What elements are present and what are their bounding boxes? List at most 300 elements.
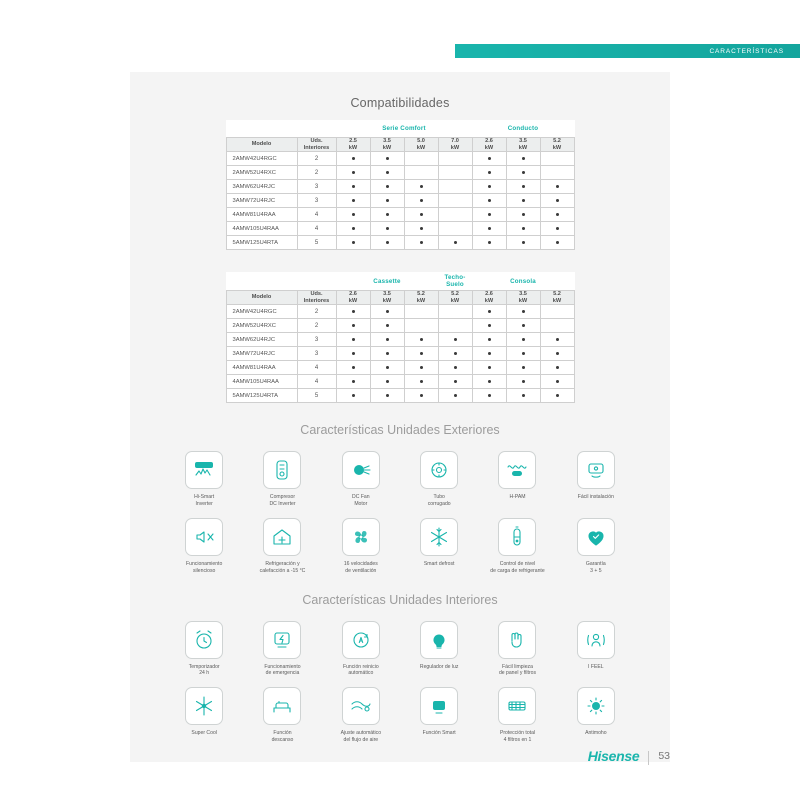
feature-label: Refrigeración y calefacción a -15 °C [259,560,306,574]
feature-item [400,681,478,748]
table-column-header: 3.5 kW [370,291,404,305]
dot-icon [522,157,525,160]
dot-icon [352,157,355,160]
table-row [226,389,574,403]
table-cell-units: 4 [297,375,336,389]
table-cell-mark [438,208,472,222]
table-cell-mark [540,389,574,403]
feature-label: DC Fan Motor [352,494,370,507]
table-cell-mark [438,236,472,250]
smart-defrost-icon [420,518,458,556]
table-cell-units: 3 [297,347,336,361]
feature-label: Regulador de luz [419,663,459,670]
table-row [226,347,574,361]
table-cell-mark [438,333,472,347]
feature-label: Funcionamiento de emergencia [264,663,301,677]
dot-icon [420,366,423,369]
table-cell-mark [472,305,506,319]
dot-icon [556,394,559,397]
table-column-header: 3.5 kW [506,138,540,152]
dot-icon [386,310,389,313]
dot-icon [522,185,525,188]
easy-installation-icon [577,451,615,489]
table-column-header: 2.6 kW [472,291,506,305]
feature-label: Hi-Smart Inverter [194,494,215,507]
dot-icon [488,157,491,160]
table-column-header: 2.5 kW [336,138,370,152]
dot-icon [420,394,423,397]
feature-label: Super Cool [191,730,217,737]
feature-item [557,445,635,512]
table-cell-mark [472,152,506,166]
dot-icon [556,199,559,202]
table-cell-mark [438,347,472,361]
feature-label: I FEEL [588,663,604,670]
dot-icon [522,324,525,327]
table-cell-mark [404,152,438,166]
table-cell-mark [506,208,540,222]
table-cell-mark [506,389,540,403]
dot-icon [352,366,355,369]
table-cell-units: 2 [297,305,336,319]
dot-icon [488,185,491,188]
table-column-header: 5.2 kW [540,138,574,152]
table-cell-mark [404,319,438,333]
dot-icon [420,227,423,230]
table-column-header: 5.2 kW [540,291,574,305]
refrigerant-charge-control-icon [498,518,536,556]
table-cell-mark [370,152,404,166]
compatibility-table-2 [226,272,575,403]
dot-icon [386,380,389,383]
feature-label: Ajuste automático del flujo de aire [340,730,382,744]
table-cell-mark [404,194,438,208]
dot-icon [522,171,525,174]
table-cell-mark [370,389,404,403]
dot-icon [352,213,355,216]
footer-divider [648,751,649,765]
dot-icon [386,185,389,188]
table-cell-mark [438,305,472,319]
dot-icon [386,213,389,216]
dot-icon [522,366,525,369]
dot-icon [386,157,389,160]
table-cell-mark [472,375,506,389]
table-group-label: Serie Comfort [382,125,426,132]
table-cell-units: 4 [297,222,336,236]
dot-icon [522,338,525,341]
emergency-operation-icon [263,621,301,659]
dot-icon [522,352,525,355]
table-column-header: 5.2 kW [404,291,438,305]
table-group-header-row [226,120,574,138]
feature-item [322,615,400,682]
dot-icon [352,199,355,202]
total-protection-filters-icon [498,687,536,725]
table-cell-model: 3AMW72U4RJC [226,347,297,361]
table-cell-model: 3AMW62U4RJC [226,333,297,347]
table-column-header: 3.5 kW [370,138,404,152]
feature-label: H-PAM [509,494,526,500]
table-cell-mark [506,333,540,347]
corrugated-tube-icon [420,451,458,489]
table-cell-mark [540,152,574,166]
heating-minus-15-icon [263,518,301,556]
table-cell-mark [506,375,540,389]
table-row [226,305,574,319]
table-column-header: 7.0 kW [438,138,472,152]
feature-item [557,615,635,682]
table-group-header-row [226,272,574,291]
header-tab-label: CARACTERÍSTICAS [709,47,784,55]
table-cell-mark [336,389,370,403]
table-row [226,180,574,194]
table-column-header: Uds. Interiores [297,291,336,305]
hi-smart-inverter-icon [185,451,223,489]
dot-icon [454,394,457,397]
feature-item [478,681,556,748]
dot-icon [454,338,457,341]
dot-icon [556,338,559,341]
table-cell-mark [404,208,438,222]
table-group-label [226,272,336,291]
feature-item [243,445,321,512]
feature-label: 16 velocidades de ventilación [343,560,378,574]
dot-icon [556,366,559,369]
dot-icon [420,185,423,188]
table-cell-mark [438,375,472,389]
table-cell-mark [404,236,438,250]
dot-icon [386,227,389,230]
dot-icon [352,324,355,327]
dot-icon [522,213,525,216]
table-header-row [226,138,574,152]
table-row [226,152,574,166]
table-column-header: 5.2 kW [438,291,472,305]
dot-icon [522,241,525,244]
dot-icon [352,171,355,174]
table-cell-mark [540,347,574,361]
table-cell-mark [540,166,574,180]
dot-icon [522,310,525,313]
table-cell-mark [472,236,506,250]
table-cell-units: 3 [297,333,336,347]
table-cell-mark [438,361,472,375]
table-cell-model: 2AMW52U4RXC [226,319,297,333]
table-cell-mark [472,180,506,194]
dot-icon [420,352,423,355]
table-cell-mark [438,194,472,208]
table-column-header: 2.6 kW [336,291,370,305]
table-column-header: Modelo [226,291,297,305]
table-cell-mark [506,166,540,180]
sleep-function-icon [263,687,301,725]
table-cell-mark [336,347,370,361]
table-cell-mark [506,152,540,166]
table-group-label: Conducto [507,125,539,132]
table-cell-mark [370,333,404,347]
dot-icon [386,366,389,369]
table-cell-model: 4AMW81U4RAA [226,208,297,222]
table-row [226,333,574,347]
dot-icon [488,394,491,397]
table-cell-mark [370,375,404,389]
dot-icon [352,380,355,383]
table-cell-mark [438,319,472,333]
dot-icon [352,185,355,188]
table-cell-units: 3 [297,180,336,194]
table-cell-model: 5AMW125U4RTA [226,236,297,250]
table-cell-model: 2AMW42U4RGC [226,152,297,166]
table-cell-mark [438,152,472,166]
easy-clean-icon [498,621,536,659]
feature-item [557,681,635,748]
dot-icon [454,241,457,244]
table-cell-mark [370,208,404,222]
dot-icon [352,352,355,355]
feature-label: Compresor DC Inverter [269,494,296,507]
table-cell-mark [336,319,370,333]
table-cell-mark [404,166,438,180]
dot-icon [522,227,525,230]
dot-icon [522,394,525,397]
h-pam-icon [498,451,536,489]
feature-label: Función descanso [271,730,294,744]
dot-icon [488,338,491,341]
table-group-label: Cassette [373,277,401,285]
feature-label: Función reinicio automático [342,663,379,677]
table-cell-units: 2 [297,319,336,333]
dot-icon [386,324,389,327]
table-cell-mark [506,347,540,361]
table-cell-mark [404,361,438,375]
silent-operation-icon [185,518,223,556]
table-cell-mark [404,375,438,389]
table-cell-mark [472,319,506,333]
dot-icon [488,352,491,355]
dot-icon [454,366,457,369]
table-cell-mark [336,194,370,208]
table-cell-mark [336,152,370,166]
feature-label: Fácil instalación [577,494,614,500]
table-cell-mark [438,180,472,194]
airflow-auto-adjust-icon [342,687,380,725]
warranty-icon [577,518,615,556]
feature-item [243,615,321,682]
indoor-section-title: Características Unidades Interiores [302,592,498,607]
table-cell-mark [438,222,472,236]
table-column-header: 3.5 kW [506,291,540,305]
content-panel [130,72,670,762]
fan-speeds-icon [342,518,380,556]
dot-icon [488,227,491,230]
footer [0,748,800,764]
table-cell-mark [506,361,540,375]
table-row [226,222,574,236]
table-cell-mark [540,361,574,375]
dot-icon [488,310,491,313]
table-cell-units: 3 [297,194,336,208]
outdoor-feature-grid [165,445,635,579]
dc-fan-motor-icon [342,451,380,489]
table-cell-mark [370,180,404,194]
table-cell-units: 5 [297,236,336,250]
dot-icon [386,352,389,355]
table-cell-mark [336,333,370,347]
table-cell-mark [438,166,472,180]
table-cell-mark [472,166,506,180]
dot-icon [556,380,559,383]
dot-icon [420,241,423,244]
table-row [226,166,574,180]
feature-label: Tubo corrugado [427,494,451,507]
dot-icon [352,227,355,230]
page-number: 53 [658,750,670,762]
outdoor-section-title: Características Unidades Exteriores [300,423,500,437]
feature-label: Protección total 4 filtros en 1 [499,730,536,744]
table-cell-units: 2 [297,166,336,180]
feature-label: Garantía 3 + 5 [585,560,606,574]
table-cell-mark [472,208,506,222]
table-cell-mark [438,389,472,403]
table-cell-mark [472,194,506,208]
table-cell-mark [472,389,506,403]
feature-item [165,445,243,512]
feature-item [400,615,478,682]
indoor-feature-grid [165,615,635,749]
feature-label: Antimoho [585,730,607,737]
table-group-label: Techo-Suelo [444,274,466,288]
header-tab [455,44,800,58]
table-cell-mark [370,236,404,250]
auto-restart-icon [342,621,380,659]
dot-icon [420,199,423,202]
compatibility-table-1 [226,120,575,250]
table-cell-model: 3AMW62U4RJC [226,180,297,194]
table-cell-mark [404,347,438,361]
table-cell-mark [336,180,370,194]
table-cell-mark [404,180,438,194]
table-cell-model: 2AMW52U4RXC [226,166,297,180]
table-cell-mark [540,180,574,194]
table-cell-mark [370,222,404,236]
table-cell-model: 4AMW105U4RAA [226,375,297,389]
feature-label: Función Smart [422,730,456,737]
table-cell-mark [370,361,404,375]
dot-icon [488,241,491,244]
dot-icon [488,324,491,327]
dot-icon [488,213,491,216]
table-cell-mark [506,319,540,333]
table-cell-units: 4 [297,361,336,375]
feature-item [400,512,478,579]
dot-icon [352,394,355,397]
feature-item [478,512,556,579]
table-cell-mark [506,194,540,208]
dot-icon [488,366,491,369]
feature-item [478,445,556,512]
feature-label: Control de nivel de carga de refrigerante [490,560,545,574]
dot-icon [386,199,389,202]
feature-label: Fácil limpieza de panel y filtros [498,663,537,677]
table-cell-mark [370,305,404,319]
table-row [226,208,574,222]
table-cell-mark [336,166,370,180]
i-feel-icon [577,621,615,659]
compatibility-table-1-wrap [130,120,670,250]
dot-icon [522,380,525,383]
table-row [226,319,574,333]
table-cell-mark [472,222,506,236]
table-cell-model: 5AMW125U4RTA [226,389,297,403]
feature-item [322,681,400,748]
feature-item [165,615,243,682]
feature-label: Smart defrost [423,560,455,567]
dot-icon [352,241,355,244]
table-cell-model: 4AMW81U4RAA [226,361,297,375]
dot-icon [522,199,525,202]
dot-icon [488,199,491,202]
table-cell-mark [540,194,574,208]
table-cell-mark [336,375,370,389]
table-cell-mark [506,222,540,236]
table-cell-mark [540,305,574,319]
table-group-label [226,120,336,138]
table-column-header: Modelo [226,138,297,152]
table-cell-units: 4 [297,208,336,222]
dot-icon [352,338,355,341]
super-cool-icon [185,687,223,725]
table-cell-mark [336,236,370,250]
dot-icon [556,352,559,355]
table-cell-mark [336,208,370,222]
table-column-header: 5.0 kW [404,138,438,152]
table-cell-model: 2AMW42U4RGC [226,305,297,319]
table-cell-mark [506,236,540,250]
brand-logo: Hisense [587,748,640,764]
dot-icon [386,171,389,174]
feature-item [243,681,321,748]
feature-label: Funcionamiento silencioso [186,560,223,574]
dot-icon [488,171,491,174]
dc-inverter-compressor-icon [263,451,301,489]
dot-icon [556,227,559,230]
table-cell-mark [370,319,404,333]
table-cell-mark [404,333,438,347]
dot-icon [386,338,389,341]
table-cell-model: 3AMW72U4RJC [226,194,297,208]
table-cell-mark [404,222,438,236]
table-column-header: Uds. Interiores [297,138,336,152]
feature-item [557,512,635,579]
table-cell-mark [336,361,370,375]
feature-item [478,615,556,682]
dot-icon [386,394,389,397]
feature-item [243,512,321,579]
table-cell-mark [540,333,574,347]
table-cell-mark [336,305,370,319]
table-cell-mark [506,180,540,194]
table-cell-units: 2 [297,152,336,166]
table-cell-mark [540,222,574,236]
table-row [226,375,574,389]
table-cell-mark [540,375,574,389]
table-cell-mark [506,305,540,319]
dot-icon [352,310,355,313]
dot-icon [556,185,559,188]
table-cell-mark [472,361,506,375]
dot-icon [556,213,559,216]
